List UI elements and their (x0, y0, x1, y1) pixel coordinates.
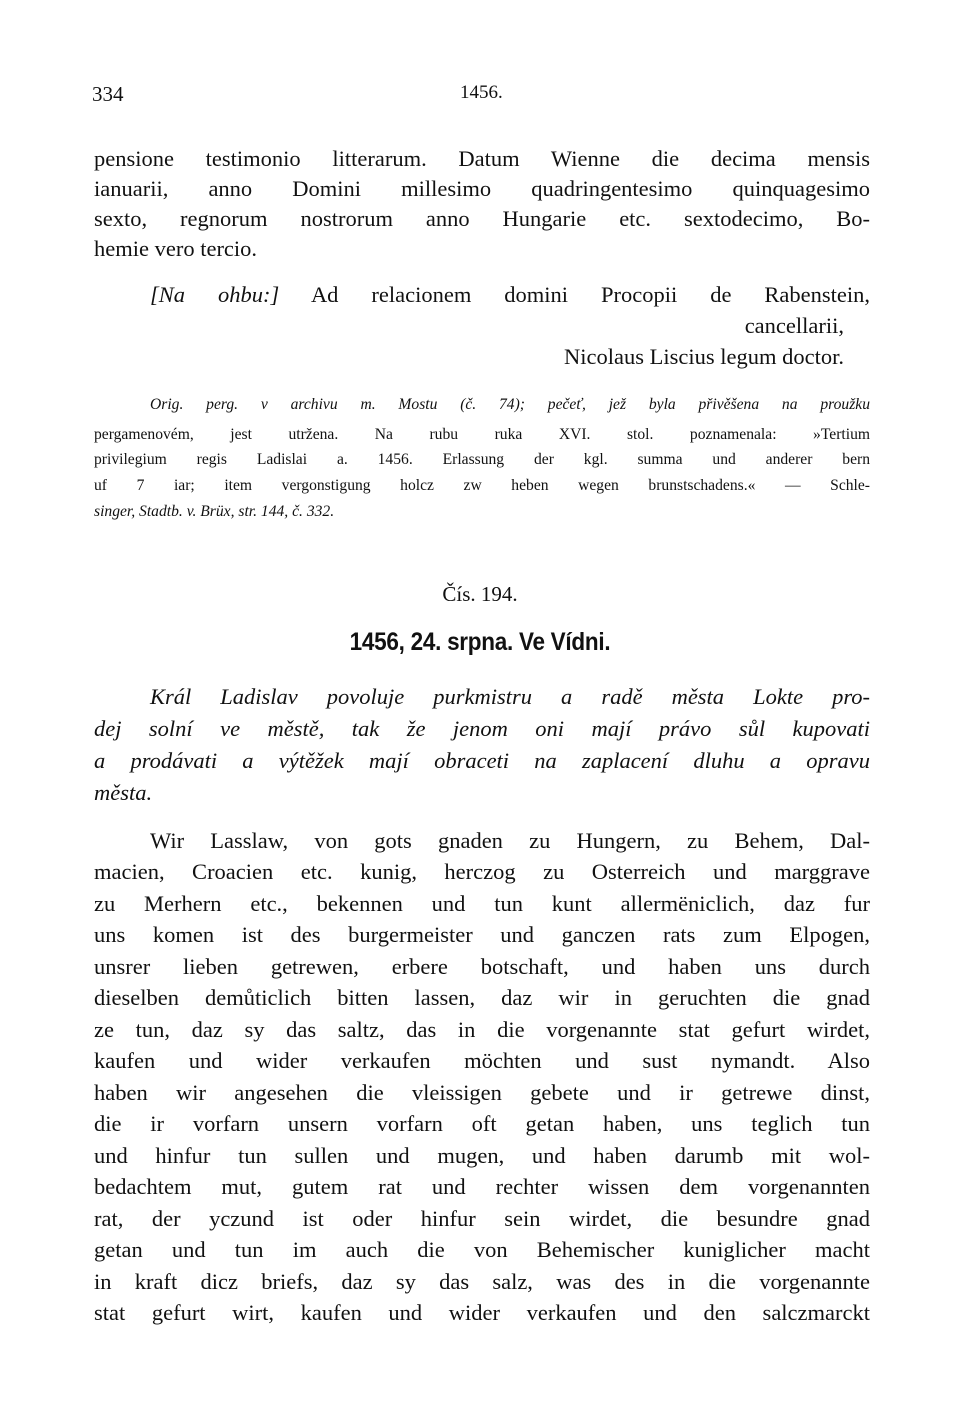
text-line: bedachtem mut, gutem rat und rechter wissen dem vorgenannten (94, 1174, 870, 1199)
text-line: stat gefurt wirt, kaufen und wider verkaufen und den salczmarckt (94, 1300, 870, 1325)
text-line: in kraft dicz briefs, daz sy das salz, was des in die vorgenannte (94, 1269, 870, 1294)
text-line: macien, Croacien etc. kunig, herczog zu Osterreich und marggrave (94, 859, 870, 884)
note-line: uf 7 iar; item vergonstigung holcz zw heben wegen brunstschadens.« — Schle- (94, 477, 870, 494)
text-line: uns komen ist des burgermeister und ganczen rats zum Elpogen, (94, 922, 870, 947)
page-number: 334 (92, 82, 124, 106)
text-line: die ir vorfarn unsern vorfarn oft getan haben, uns teglich tun (94, 1111, 870, 1136)
endorsement-label: [Na ohbu:] (150, 282, 280, 307)
text-line: sexto, regnorum nostrorum anno Hungarie etc. sextodecimo, Bo- (94, 206, 870, 231)
endorsement-line: cancellarii, (744, 313, 844, 338)
text-line: hemie vero tercio. (94, 236, 258, 261)
regest-line: dej solní ve městě, tak že jenom oni mají právo sůl kupovati (94, 716, 870, 741)
text-line: rat, der yczund ist oder hinfur sein wirdet, die besundre gnad (94, 1206, 870, 1231)
page-header (92, 82, 872, 112)
document-date-place: 1456, 24. srpna. Ve Vídni. (349, 628, 611, 656)
regest-line: a prodávati a výtěžek mají obraceti na zaplacení dluhu a opravu (94, 748, 870, 773)
text-line: haben wir angesehen die vleissigen gebete und ir getrewe dinst, (94, 1080, 870, 1105)
text-line: kaufen und wider verkaufen möchten und sust nymandt. Also (94, 1048, 870, 1073)
note-line: singer, Stadtb. v. Brüx, str. 144, č. 332. (94, 503, 335, 520)
endorsement-signature: Nicolaus Liscius legum doctor. (564, 344, 844, 369)
regest-line: města. (94, 780, 153, 805)
running-header-year: 1456. (460, 82, 503, 103)
note-line: Orig. perg. v archivu m. Mostu (č. 74); pečeť, jež byla přivěšena na proužku (150, 396, 870, 413)
text-line: zu Merhern etc., bekennen und tun kunt allermëniclich, daz fur (94, 891, 870, 916)
text-line: ze tun, daz sy das saltz, das in die vorgenannte stat gefurt wirdet, (94, 1017, 870, 1042)
document-number: Čís. 194. (442, 582, 518, 606)
note-line: privilegium regis Ladislai a. 1456. Erlassung der kgl. summa und anderer bern (94, 451, 870, 468)
text-line: ianuarii, anno Domini millesimo quadringentesimo quinquagesimo (94, 176, 870, 201)
text-line: getan und tun im auch die von Behemischer kuniglicher macht (94, 1237, 870, 1262)
note-line: pergamenovém, jest utržena. Na rubu ruka XVI. stol. poznamenala: »Tertium (94, 426, 870, 443)
endorsement-line (150, 280, 870, 310)
text-line: unsrer lieben getrewen, erbere botschaft, und haben uns durch (94, 954, 870, 979)
regest-line: Král Ladislav povoluje purkmistru a radě města Lokte pro- (150, 684, 870, 709)
text-line: dieselben demůticlich bitten lassen, daz wir in geruchten die gnad (94, 985, 870, 1010)
text-line: und hinfur tun sullen und mugen, und haben darumb mit wol- (94, 1143, 870, 1168)
text-line: pensione testimonio litterarum. Datum Wienne die decima mensis (94, 146, 870, 171)
endorsement-text: Ad relacionem domini Procopii de Rabenstein, (310, 282, 870, 307)
text-line: Wir Lasslaw, von gots gnaden zu Hungern, zu Behem, Dal- (150, 828, 870, 853)
